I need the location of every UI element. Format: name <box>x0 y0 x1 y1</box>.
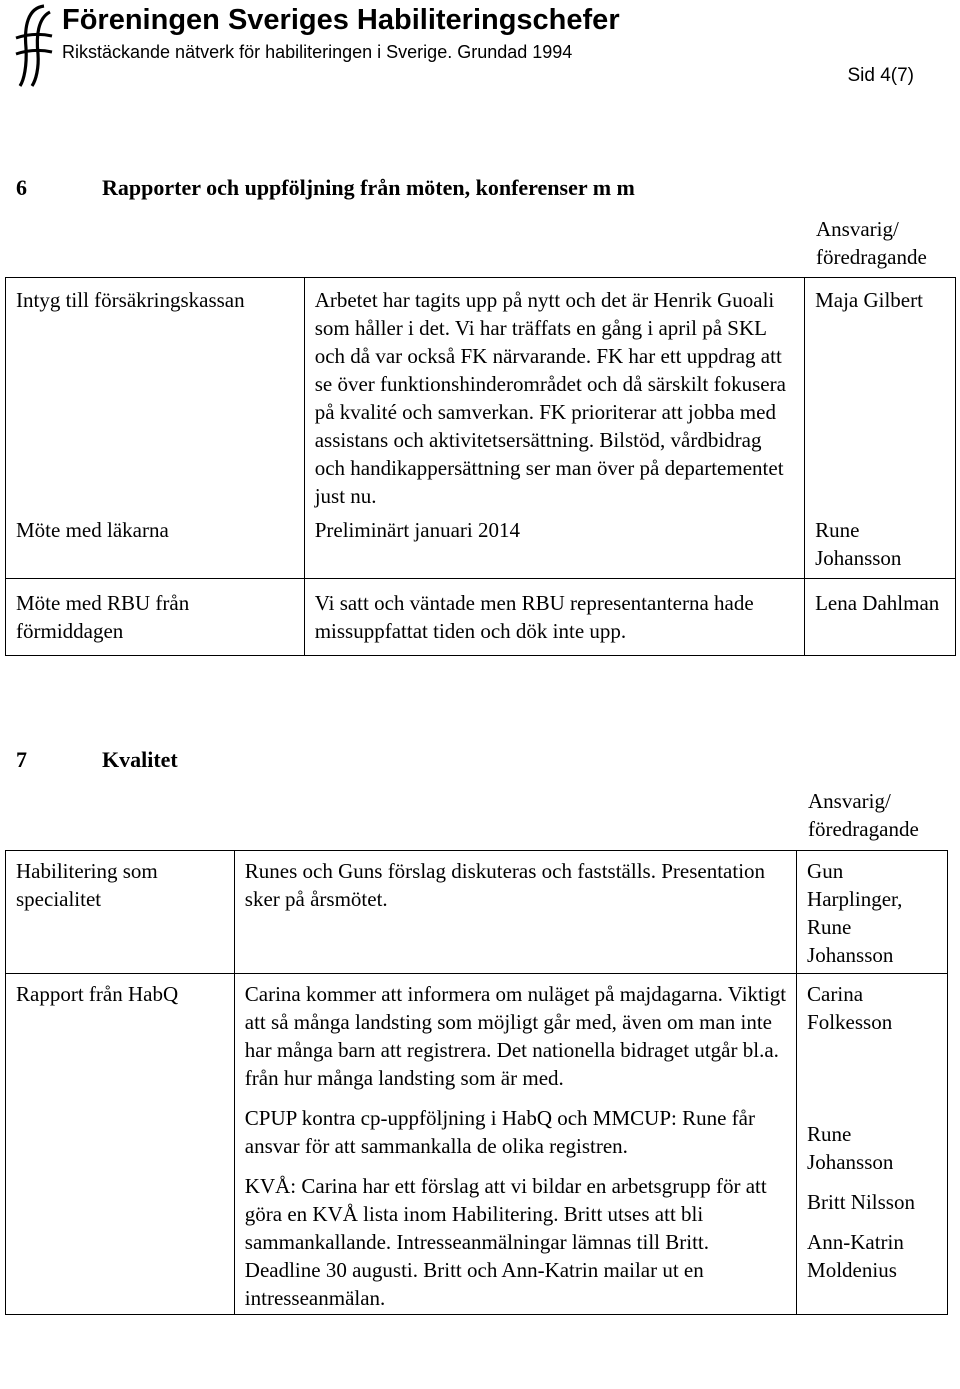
responsible-cell: Lena Dahlman <box>805 579 956 656</box>
discussion-item: Carina kommer att informera om nuläget på majdagarna. Viktigt att så många landsting som möjligt går med, även om man inte har många barn att registrera. Det nationella bidraget utgår bl.a. från hur många landsting som är med. <box>244 982 787 1090</box>
table-row <box>6 974 948 1315</box>
table-row <box>6 579 956 656</box>
section-7-table <box>5 850 948 1315</box>
discussion-cell: Preliminärt januari 2014 <box>304 516 804 579</box>
topic-cell: Möte med läkarna <box>6 516 305 579</box>
discussion-cell: Vi satt och väntade men RBU representanterna hade missuppfattat tiden och dök inte upp. <box>304 579 804 656</box>
section-6-heading <box>16 174 635 202</box>
section-6-table <box>5 277 956 656</box>
responsible-name: Rune Johansson <box>807 1122 894 1174</box>
section-7-number: 7 <box>16 747 27 772</box>
page-number: Sid 4(7) <box>847 65 914 86</box>
section-7-responsible-header <box>808 787 919 843</box>
responsible-header-line: Ansvarig/ <box>808 789 891 813</box>
discussion-item: CPUP kontra cp-uppföljning i HabQ och MMCUP: Rune får ansvar för att sammankalla de olika registren. <box>244 1106 755 1158</box>
table-row <box>6 516 956 579</box>
topic-cell: Intyg till försäkringskassan <box>6 278 305 517</box>
table-row <box>6 851 948 974</box>
responsible-header-line: föredragande <box>808 817 919 841</box>
section-6-number: 6 <box>16 175 27 200</box>
discussion-cell <box>234 974 796 1315</box>
topic-cell: Habilitering som specialitet <box>6 851 235 974</box>
association-logo <box>14 2 54 88</box>
section-7-heading <box>16 746 178 774</box>
discussion-item: KVÅ: Carina har ett förslag att vi bildar en arbetsgrupp för att göra en KVÅ lista inom Habilitering. Britt utses att bli sammankallande. Intresseanmälningar lämnas till Britt. Deadline 30 augusti. Britt och Ann-Katrin mailar ut en intresseanmälan. <box>244 1174 767 1310</box>
organization-subtitle: Rikstäckande nätverk för habiliteringen i Sverige. Grundad 1994 <box>62 42 573 62</box>
table-row <box>6 278 956 517</box>
section-6-title: Rapporter och uppföljning från möten, konferenser m m <box>102 175 635 200</box>
topic-cell: Möte med RBU från förmiddagen <box>6 579 305 656</box>
responsible-header-line: Ansvarig/ <box>816 217 899 241</box>
responsible-cell <box>797 974 948 1315</box>
discussion-cell: Arbetet har tagits upp på nytt och det är Henrik Guoali som håller i det. Vi har träffats en gång i april på SKL och då var också FK närvarande. FK har ett uppdrag att se över funktionshinderområdet och då särskilt fokusera på kvalité och samverkan. FK prioriterar att jobba med assistans och aktivitetsersättning. Bilstöd, vårdbidrag och handikappersättning ser man över på departementet just nu. <box>304 278 804 517</box>
discussion-cell: Runes och Guns förslag diskuteras och fastställs. Presentation sker på årsmötet. <box>234 851 796 974</box>
responsible-cell: Maja Gilbert <box>805 278 956 517</box>
responsible-cell: Rune Johansson <box>805 516 956 579</box>
section-7-title: Kvalitet <box>102 747 178 772</box>
responsible-name: Britt Nilsson <box>807 1190 915 1214</box>
section-6-responsible-header <box>816 215 927 271</box>
responsible-cell: Gun Harplinger, Rune Johansson <box>797 851 948 974</box>
responsible-name: Carina Folkesson <box>807 982 893 1034</box>
responsible-header-line: föredragande <box>816 245 927 269</box>
organization-name: Föreningen Sveriges Habiliteringschefer <box>62 4 620 36</box>
responsible-name: Ann-Katrin Moldenius <box>807 1230 904 1282</box>
topic-cell: Rapport från HabQ <box>6 974 235 1315</box>
